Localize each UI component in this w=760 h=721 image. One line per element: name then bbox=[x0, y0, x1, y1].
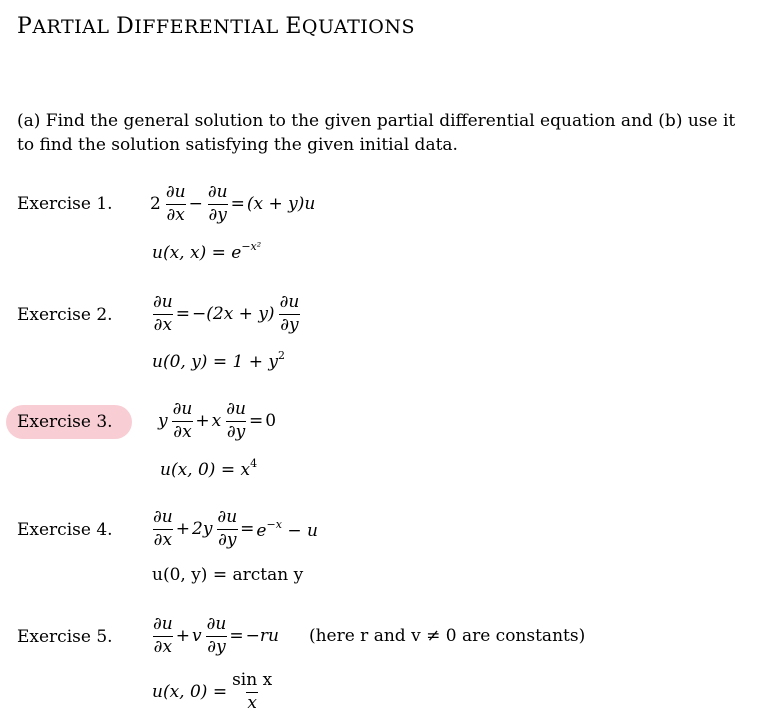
denominator: ∂x bbox=[173, 421, 192, 442]
initial-lhs: u(0, y) = 1 + y bbox=[152, 352, 278, 372]
page-title bbox=[17, 14, 415, 39]
partial-derivative-x bbox=[165, 184, 187, 225]
operator: = bbox=[175, 304, 190, 325]
exercise-3-equation bbox=[158, 401, 278, 442]
coefficient: −(2x + y) bbox=[192, 304, 275, 325]
title-letter: E bbox=[285, 14, 302, 39]
exponent: 2 bbox=[277, 349, 285, 362]
rhs-tail: − u bbox=[287, 520, 318, 541]
partial-derivative-y bbox=[207, 184, 229, 225]
operator: + bbox=[175, 519, 190, 540]
sinc-fraction bbox=[231, 672, 273, 713]
exercise-1-equation bbox=[150, 184, 317, 225]
numerator: ∂u bbox=[153, 614, 173, 634]
exercise-2-equation bbox=[150, 294, 302, 335]
numerator: ∂u bbox=[217, 507, 238, 527]
initial-lhs: u(x, x) = e bbox=[152, 243, 242, 263]
exercise-2-initial-data bbox=[152, 349, 285, 372]
title-letter: D bbox=[116, 14, 135, 39]
numerator: ∂u bbox=[226, 399, 246, 419]
rhs bbox=[256, 518, 318, 541]
denominator: x bbox=[247, 692, 257, 713]
rhs: (x + y)u bbox=[246, 194, 316, 215]
numerator: ∂u bbox=[279, 292, 300, 312]
intro-paragraph: (a) Find the general solution to the given partial differential equation and (b) use it to find the solution satisfying the given initial data. bbox=[17, 111, 736, 155]
numerator: ∂u bbox=[165, 182, 186, 202]
operator: + bbox=[175, 626, 190, 647]
numerator: ∂u bbox=[153, 292, 173, 312]
coefficient: y bbox=[158, 411, 168, 432]
exponent: −x bbox=[266, 517, 282, 531]
numerator: sin x bbox=[232, 670, 273, 690]
exercise-1-initial-data bbox=[152, 240, 261, 263]
exponent: −x² bbox=[241, 240, 262, 253]
numerator: ∂u bbox=[207, 182, 228, 202]
operator: = bbox=[230, 194, 245, 215]
exercise-3-initial-data bbox=[160, 457, 257, 480]
denominator: ∂y bbox=[218, 529, 237, 550]
denominator: ∂y bbox=[207, 636, 226, 657]
operator: − bbox=[188, 194, 203, 215]
denominator: ∂x bbox=[153, 314, 173, 335]
partial-derivative-x bbox=[152, 294, 174, 335]
exercise-4-equation bbox=[150, 509, 320, 550]
partial-derivative-y bbox=[225, 401, 247, 442]
exercise-5-initial-data bbox=[152, 672, 275, 713]
coefficient: 2 bbox=[150, 194, 161, 215]
denominator: ∂y bbox=[208, 204, 227, 225]
denominator: ∂x bbox=[153, 636, 173, 657]
exercise-1-label: Exercise 1. bbox=[17, 194, 113, 214]
title-part: IFFERENTIAL bbox=[134, 16, 279, 38]
numerator: ∂u bbox=[172, 399, 193, 419]
partial-derivative-y bbox=[206, 616, 228, 657]
base: e bbox=[256, 520, 267, 541]
coefficient: x bbox=[211, 411, 222, 432]
initial-lhs: u(x, 0) = x bbox=[160, 460, 251, 480]
denominator: ∂y bbox=[280, 314, 299, 335]
exercise-4-initial-data: u(0, y) = arctan y bbox=[152, 565, 304, 585]
denominator: ∂y bbox=[226, 421, 246, 442]
exercise-5-equation bbox=[150, 616, 587, 657]
partial-derivative-x bbox=[152, 509, 174, 550]
partial-derivative-y bbox=[216, 509, 238, 550]
exercise-5-label: Exercise 5. bbox=[17, 627, 113, 647]
exponent: 4 bbox=[250, 457, 258, 470]
initial-lhs: u(x, 0) = bbox=[152, 682, 228, 703]
coefficient: 2y bbox=[192, 519, 213, 540]
coefficient: v bbox=[192, 626, 202, 647]
exercise-3-label: Exercise 3. bbox=[17, 412, 113, 432]
constants-note: (here r and v ≠ 0 are constants) bbox=[308, 626, 586, 647]
partial-derivative-y bbox=[279, 294, 301, 335]
exercise-4-label: Exercise 4. bbox=[17, 520, 113, 540]
operator: = bbox=[240, 519, 255, 540]
exercise-2-label: Exercise 2. bbox=[17, 305, 113, 325]
partial-derivative-x bbox=[172, 401, 194, 442]
denominator: ∂x bbox=[166, 204, 185, 225]
numerator: ∂u bbox=[153, 507, 173, 527]
rhs: 0 bbox=[265, 411, 277, 432]
title-letter: P bbox=[17, 14, 33, 39]
operator: = bbox=[248, 411, 264, 432]
denominator: ∂x bbox=[153, 529, 173, 550]
operator: = bbox=[229, 626, 244, 647]
rhs: −ru bbox=[245, 626, 279, 647]
partial-derivative-x bbox=[152, 616, 174, 657]
title-part: QUATIONS bbox=[301, 16, 415, 38]
numerator: ∂u bbox=[206, 614, 227, 634]
title-part: ARTIAL bbox=[32, 16, 110, 38]
operator: + bbox=[195, 411, 210, 432]
